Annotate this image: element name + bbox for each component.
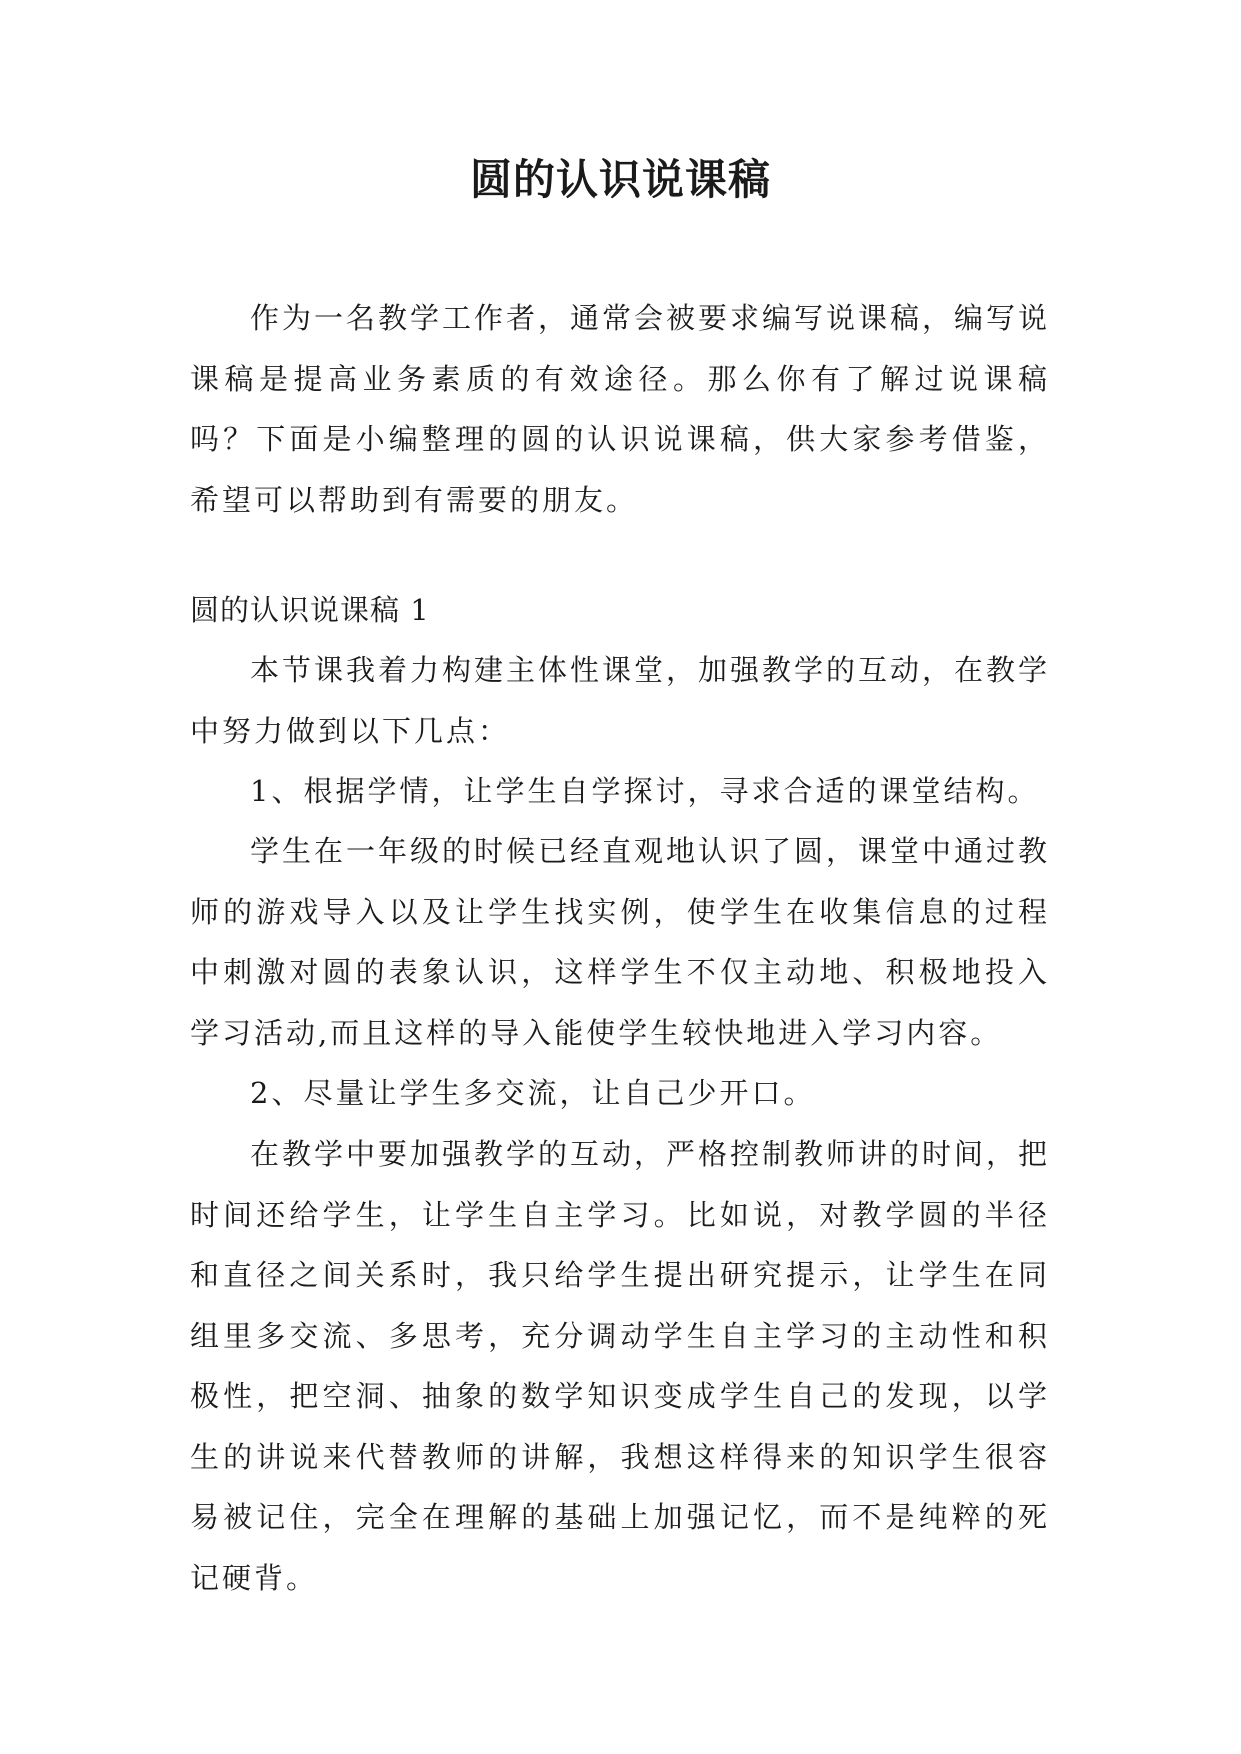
list-point-heading: 1、根据学情，让学生自学探讨，寻求合适的课堂结构。 [250, 774, 1040, 808]
paragraph: 在教学中要加强教学的互动，严格控制教师讲的时间，把时间还给学生，让学生自主学习。比如说，对教学圆的半径和直径之间关系时，我只给学生提出研究提示，让学生在同组里多交流、多思考，充分调动学生自主学习的主动性和积极性，把空洞、抽象的数学知识变成学生自己的发现，以学生的讲说来代替教师的讲解，我想这样得来的知识学生很容易被记住，完全在理解的基础上加强记忆，而不是纯粹的死记硬背。 [190, 1137, 1051, 1595]
list-point-heading: 2、尽量让学生多交流，让自己少开口。 [250, 1076, 816, 1110]
paragraph: 学生在一年级的时候已经直观地认识了圆，课堂中通过教师的游戏导入以及让学生找实例，使学生在收集信息的过程中刺激对圆的表象认识，这样学生不仅主动地、积极地投入学习活动,而且这样的导入能使学生较快地进入学习内容。 [190, 834, 1051, 1050]
intro-paragraph: 作为一名教学工作者，通常会被要求编写说课稿，编写说课稿是提高业务素质的有效途径。那么你有了解过说课稿吗？下面是小编整理的圆的认识说课稿，供大家参考借鉴，希望可以帮助到有需要的朋友。 [190, 301, 1051, 517]
section-title: 圆的认识说课稿 1 [190, 593, 430, 627]
paragraph: 本节课我着力构建主体性课堂，加强教学的互动，在教学中努力做到以下几点： [190, 653, 1051, 748]
document-title: 圆的认识说课稿 [469, 155, 771, 204]
